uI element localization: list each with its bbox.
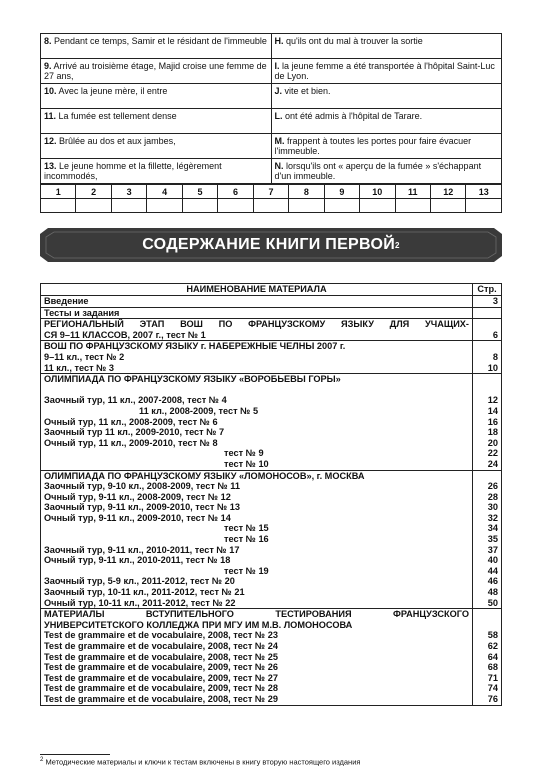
contents-entry-page: 6 xyxy=(492,329,498,340)
section-title-banner xyxy=(40,228,502,262)
contents-entry-title: Очный тур, 9-11 кл., 2010-2011, тест № 18 xyxy=(44,555,231,566)
contents-group xyxy=(41,470,502,609)
contents-entry-page: 46 xyxy=(487,576,498,587)
match-left-number: 10. xyxy=(44,86,57,96)
match-right-letter: H. xyxy=(274,36,284,46)
contents-entry-page: 68 xyxy=(487,662,498,673)
answer-blank-cell[interactable] xyxy=(289,199,324,213)
match-right-cell xyxy=(271,159,502,184)
footnote: $^2$ Методические материалы и ключи к тестам включены в книгу вторую настоящего издания xyxy=(40,757,361,767)
contents-header-page: Стр. xyxy=(473,284,502,296)
match-left-number: 13. xyxy=(44,161,57,171)
contents-group xyxy=(41,307,502,319)
match-row xyxy=(41,84,502,109)
contents-entry-title: ОЛИМПИАДА ПО ФРАНЦУЗСКОМУ ЯЗЫКУ «ВОРОБЬЕВЫ ГОРЫ» xyxy=(44,374,341,385)
match-left-number: 8. xyxy=(44,36,52,46)
match-right-text: vite et bien. xyxy=(284,86,331,96)
contents-group-pages xyxy=(473,374,502,470)
contents-entry-page: 74 xyxy=(487,683,498,694)
contents-entry-page: 8 xyxy=(492,351,498,362)
answer-number: 3 xyxy=(111,185,146,199)
answer-number: 8 xyxy=(289,185,324,199)
contents-group-titles xyxy=(41,470,473,609)
match-row xyxy=(41,134,502,159)
contents-group xyxy=(41,374,502,470)
contents-header-row xyxy=(41,284,502,296)
match-left-number: 12. xyxy=(44,136,57,146)
match-row xyxy=(41,34,502,59)
contents-group-pages xyxy=(473,470,502,609)
match-left-text: Brûlée au dos et aux jambes, xyxy=(59,136,176,146)
contents-entry-page: 24 xyxy=(487,458,498,469)
contents-entry-page xyxy=(476,374,498,385)
contents-entry-page: 32 xyxy=(487,512,498,523)
contents-entry-page xyxy=(476,471,498,482)
match-right-letter: M. xyxy=(274,136,285,146)
contents-group-pages xyxy=(473,296,502,308)
contents-group xyxy=(41,341,502,374)
contents-entry-title: МАТЕРИАЛЫ ВСТУПИТЕЛЬНОГО ТЕСТИРОВАНИЯ ФРАНЦУЗСКОГО xyxy=(44,609,469,620)
answer-blank-cell[interactable] xyxy=(324,199,359,213)
contents-entry-title: ВОШ ПО ФРАНЦУЗСКОМУ ЯЗЫКУ г. НАБЕРЕЖНЫЕ ЧЕЛНЫ 2007 г. xyxy=(44,341,346,352)
contents-group xyxy=(41,296,502,308)
answer-blank-cell[interactable] xyxy=(111,199,146,213)
answer-number: 2 xyxy=(76,185,111,199)
contents-group xyxy=(41,319,502,341)
contents-entry-title: Test de grammaire et de vocabulaire, 2008, тест № 29 xyxy=(44,693,278,704)
contents-entry-title: Очный тур, 9-11 кл., 2008-2009, тест № 12 xyxy=(44,491,231,502)
contents-entry-page: 12 xyxy=(487,395,498,406)
contents-entry-title: Очный тур, 9-11 кл., 2009-2010, тест № 14 xyxy=(44,512,231,523)
contents-group-pages xyxy=(473,307,502,319)
answer-number: 9 xyxy=(324,185,359,199)
contents-entry-title: Test de grammaire et de vocabulaire, 2009, тест № 26 xyxy=(44,662,278,673)
answer-blank-cell[interactable] xyxy=(218,199,253,213)
contents-entry-title: СЯ 9–11 КЛАССОВ, 2007 г., тест № 1 xyxy=(44,329,206,340)
contents-entry-title: 11 кл., 2008-2009, тест № 5 xyxy=(139,405,259,416)
contents-entry-title: Заочный тур, 9-11 кл., 2009-2010, тест № 13 xyxy=(44,502,240,513)
contents-entry-title: Очный тур, 11 кл., 2009-2010, тест № 8 xyxy=(44,437,218,448)
contents-group-titles xyxy=(41,307,473,319)
match-right-cell xyxy=(271,109,502,134)
contents-entry-page: 28 xyxy=(487,491,498,502)
answer-number: 4 xyxy=(147,185,182,199)
contents-entry-page: 26 xyxy=(487,481,498,492)
contents-entry-page: 71 xyxy=(487,672,498,683)
contents-entry-page: 64 xyxy=(487,651,498,662)
contents-entry-page: 16 xyxy=(487,416,498,427)
contents-entry-title: Заочный тур 11 кл., 2009-2010, тест № 7 xyxy=(44,427,225,438)
contents-group-titles xyxy=(41,296,473,308)
contents-entry-page: 48 xyxy=(487,587,498,598)
match-left-cell xyxy=(41,34,272,59)
contents-entry-title: тест № 16 xyxy=(224,534,269,545)
contents-group-titles xyxy=(41,374,473,470)
contents-entry-page: 18 xyxy=(487,427,498,438)
match-left-cell xyxy=(41,84,272,109)
contents-group-pages xyxy=(473,319,502,341)
footnote-rule xyxy=(40,754,110,755)
matching-table xyxy=(40,33,502,184)
match-right-letter: N. xyxy=(274,161,284,171)
contents-entry-page: 22 xyxy=(487,448,498,459)
contents-group-titles xyxy=(41,341,473,374)
contents-entry-title: Test de grammaire et de vocabulaire, 2008, тест № 24 xyxy=(44,641,278,651)
answer-blank-cell[interactable] xyxy=(76,199,111,213)
contents-group-titles xyxy=(41,609,473,705)
contents-group-titles xyxy=(41,319,473,341)
contents-entry-page xyxy=(476,385,498,396)
contents-entry-page: 10 xyxy=(487,362,498,373)
match-right-letter: J. xyxy=(274,86,283,96)
match-row xyxy=(41,159,502,184)
answer-blank-cell[interactable] xyxy=(41,199,76,213)
contents-entry-page: 76 xyxy=(487,693,498,704)
contents-entry-page: 37 xyxy=(487,544,498,555)
answer-blank-row xyxy=(41,199,502,213)
match-left-text: Pendant ce temps, Samir et le résidant de l'immeuble xyxy=(54,36,267,46)
contents-entry-page: 62 xyxy=(487,641,498,651)
match-right-letter: I. xyxy=(274,61,280,71)
contents-entry-title: Заочный тур, 11 кл., 2007-2008, тест № 4 xyxy=(44,395,227,406)
match-left-text: Avec la jeune mère, il entre xyxy=(58,86,168,96)
contents-entry-title: Test de grammaire et de vocabulaire, 2009, тест № 27 xyxy=(44,672,278,683)
contents-entry-page xyxy=(476,308,498,319)
match-right-cell xyxy=(271,59,502,84)
match-left-cell xyxy=(41,109,272,134)
match-left-cell xyxy=(41,59,272,84)
contents-entry-page: 50 xyxy=(487,597,498,608)
contents-entry-title: УНИВЕРСИТЕТСКОГО КОЛЛЕДЖА ПРИ МГУ ИМ М.В. ЛОМОНОСОВА xyxy=(44,619,353,630)
contents-entry-title xyxy=(44,385,469,396)
answer-number: 13 xyxy=(466,185,502,199)
answer-number: 6 xyxy=(218,185,253,199)
answer-number-row xyxy=(41,185,502,199)
contents-entry-page xyxy=(476,620,498,631)
contents-entry-title: Заочный тур, 9-10 кл., 2008-2009, тест № 11 xyxy=(44,481,240,492)
answer-blank-cell[interactable] xyxy=(395,199,430,213)
contents-entry-page: 30 xyxy=(487,502,498,513)
contents-group-pages xyxy=(473,341,502,374)
contents-entry-title: Тесты и задания xyxy=(44,307,120,318)
answer-blank-cell[interactable] xyxy=(430,199,465,213)
contents-entry-title: 9–11 кл., тест № 2 xyxy=(44,351,125,362)
match-row xyxy=(41,109,502,134)
match-right-letter: L. xyxy=(274,111,283,121)
contents-entry-title: Введение xyxy=(44,296,89,306)
answer-number: 12 xyxy=(430,185,465,199)
contents-entry-page: 44 xyxy=(487,565,498,576)
match-left-text: Le jeune homme et la fillette, légèrement incommodés, xyxy=(44,161,222,181)
contents-entry-page: 58 xyxy=(487,630,498,641)
contents-table xyxy=(40,283,502,706)
answer-blank-cell[interactable] xyxy=(253,199,288,213)
answer-blank-cell[interactable] xyxy=(147,199,182,213)
contents-entry-title: 11 кл., тест № 3 xyxy=(44,362,115,373)
match-left-text: Arrivé au troisième étage, Majid croise une femme de 27 ans, xyxy=(44,61,267,81)
contents-entry-page: 35 xyxy=(487,534,498,545)
match-left-cell xyxy=(41,159,272,184)
contents-entry-page xyxy=(476,319,498,330)
match-right-cell xyxy=(271,84,502,109)
contents-entry-page xyxy=(476,341,498,352)
match-right-cell xyxy=(271,34,502,59)
contents-entry-title: Test de grammaire et de vocabulaire, 2009, тест № 28 xyxy=(44,683,278,694)
match-left-number: 11. xyxy=(44,111,57,121)
contents-entry-title: Test de grammaire et de vocabulaire, 2008, тест № 25 xyxy=(44,651,278,662)
answer-grid xyxy=(40,184,502,213)
match-row xyxy=(41,59,502,84)
page-title: СОДЕРЖАНИЕ КНИГИ ПЕРВОЙ 2 xyxy=(142,236,400,253)
contents-entry-page: 14 xyxy=(487,405,498,416)
contents-entry-page: 3 xyxy=(492,296,498,306)
contents-entry-page: 20 xyxy=(487,437,498,448)
match-right-text: la jeune femme a été transportée à l'hôpital Saint-Luc de Lyon. xyxy=(274,61,495,81)
contents-group xyxy=(41,609,502,705)
answer-blank-cell[interactable] xyxy=(182,199,217,213)
match-right-text: ont été admis à l'hôpital de Tarare. xyxy=(285,111,423,121)
contents-entry-title: Заочный тур, 10-11 кл., 2011-2012, тест № 21 xyxy=(44,587,245,598)
answer-blank-cell[interactable] xyxy=(360,199,395,213)
answer-number: 1 xyxy=(41,185,76,199)
answer-number: 5 xyxy=(182,185,217,199)
contents-group-pages xyxy=(473,609,502,705)
answer-number: 7 xyxy=(253,185,288,199)
contents-entry-title: тест № 15 xyxy=(224,523,269,534)
answer-number: 10 xyxy=(360,185,395,199)
match-right-text: qu'ils ont du mal à trouver la sortie xyxy=(286,36,423,46)
match-left-text: La fumée est tellement dense xyxy=(58,111,177,121)
contents-entry-page xyxy=(476,609,498,620)
contents-entry-title: Заочный тур, 5-9 кл., 2011-2012, тест № 20 xyxy=(44,576,235,587)
contents-entry-title: Очный тур, 10-11 кл., 2011-2012, тест № 22 xyxy=(44,597,236,608)
answer-blank-cell[interactable] xyxy=(466,199,502,213)
match-left-cell xyxy=(41,134,272,159)
contents-entry-title: тест № 19 xyxy=(224,565,269,576)
contents-entry-title: РЕГИОНАЛЬНЫЙ ЭТАП ВОШ ПО ФРАНЦУЗСКОМУ ЯЗЫКУ ДЛЯ УЧАЩИХ- xyxy=(44,319,469,330)
contents-header-name: НАИМЕНОВАНИЕ МАТЕРИАЛА xyxy=(41,284,473,296)
contents-entry-title: тест № 9 xyxy=(224,448,264,459)
contents-entry-title: ОЛИМПИАДА ПО ФРАНЦУЗСКОМУ ЯЗЫКУ «ЛОМОНОСОВ», г. МОСКВА xyxy=(44,470,365,481)
match-right-cell xyxy=(271,134,502,159)
answer-number: 11 xyxy=(395,185,430,199)
match-right-text: lorsqu'ils ont « aperçu de la fumée » s'échappant d'un immeuble. xyxy=(274,161,482,181)
contents-entry-title: Очный тур, 11 кл., 2008-2009, тест № 6 xyxy=(44,416,218,427)
contents-entry-title: Заочный тур, 9-11 кл., 2010-2011, тест № 17 xyxy=(44,544,240,555)
match-left-number: 9. xyxy=(44,61,52,71)
contents-entry-title: тест № 10 xyxy=(224,458,269,469)
contents-entry-page: 34 xyxy=(487,523,498,534)
contents-entry-page: 40 xyxy=(487,555,498,566)
contents-entry-title: Test de grammaire et de vocabulaire, 2008, тест № 23 xyxy=(44,630,278,641)
match-right-text: frappent à toutes les portes pour faire évacuer l'immeuble. xyxy=(274,136,472,156)
